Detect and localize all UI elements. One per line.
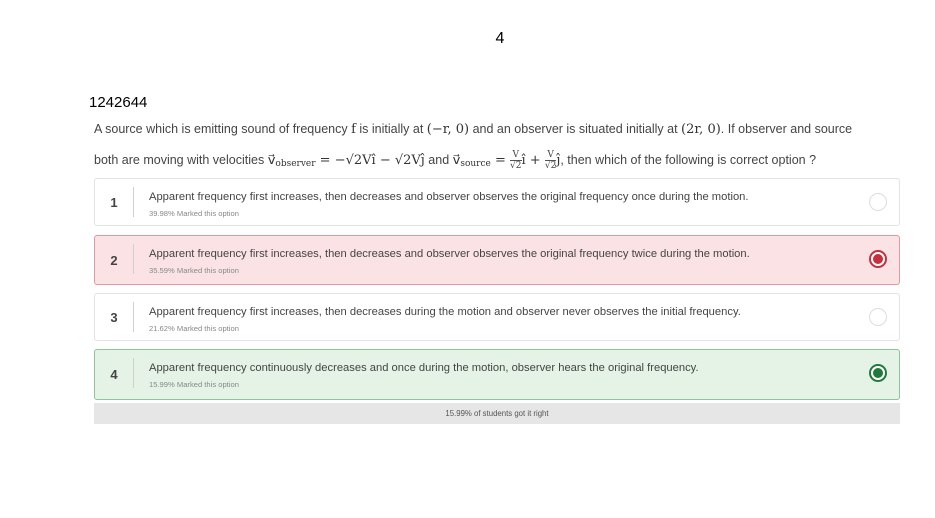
option-text: Apparent frequency first increases, then decreases and observer observes the original frequency twice during the motion. — [149, 248, 750, 260]
observer-position: (2r, 0) — [681, 122, 721, 137]
velocity-source-symbol: v⃗ — [452, 153, 461, 168]
question-text-part: A source which is emitting sound of frequency — [94, 122, 352, 136]
option-divider — [133, 187, 134, 217]
frequency-symbol: f — [351, 122, 356, 137]
fraction-numerator: V — [545, 150, 556, 161]
fraction-v-over-root2 — [545, 150, 556, 171]
question-text — [94, 114, 902, 179]
option-4[interactable] — [94, 349, 900, 400]
correct-answer-summary: 15.99% of students got it right — [94, 403, 900, 424]
option-number: 1 — [110, 194, 118, 210]
question-text-part: and an observer is situated initially at — [469, 122, 682, 136]
velocity-observer-subscript: observer — [275, 159, 316, 169]
option-3[interactable] — [94, 293, 900, 341]
option-divider — [133, 358, 134, 388]
velocity-observer-symbol: v⃗ — [267, 153, 276, 168]
option-stat: 39.98% Marked this option — [149, 209, 239, 218]
option-number: 3 — [110, 309, 118, 325]
option-number: 2 — [110, 252, 118, 268]
option-1[interactable] — [94, 178, 900, 226]
question-line-2 — [94, 145, 902, 179]
option-radio-correct[interactable] — [869, 364, 887, 382]
option-divider — [133, 302, 134, 332]
velocity-observer-expression: = −√2Vî − √2Vĵ — [315, 153, 425, 168]
option-radio[interactable] — [869, 308, 887, 326]
fraction-numerator: V — [510, 150, 521, 161]
source-position: (−r, 0) — [426, 122, 470, 137]
option-text: Apparent frequency continuously decreases and once during the motion, observer hears the original frequency. — [149, 362, 699, 374]
fraction-v-over-root2 — [510, 150, 521, 171]
plus-sign: + — [525, 153, 545, 168]
option-text: Apparent frequency first increases, then decreases during the motion and observer never observes the initial frequency. — [149, 306, 741, 318]
unit-vector-j: ĵ — [556, 153, 561, 168]
fraction-denominator: √2 — [544, 161, 557, 172]
option-number: 4 — [110, 367, 118, 382]
option-divider — [133, 244, 134, 274]
question-line-1 — [94, 114, 902, 145]
equals-sign: = — [490, 153, 511, 168]
question-text-part: is initially at — [355, 122, 427, 136]
question-id: 1242644 — [89, 94, 148, 111]
question-text-part: . If observer and source — [720, 122, 853, 136]
option-stat: 21.62% Marked this option — [149, 324, 239, 333]
option-text: Apparent frequency first increases, then decreases and observer observes the original frequency once during the motion. — [149, 191, 749, 203]
option-stat: 35.59% Marked this option — [149, 266, 239, 275]
option-stat: 15.99% Marked this option — [149, 380, 239, 389]
option-radio-selected-wrong[interactable] — [869, 250, 887, 268]
option-2[interactable] — [94, 235, 900, 285]
question-text-part: both are moving with velocities — [94, 153, 268, 167]
velocity-source-subscript: source — [460, 159, 491, 169]
option-radio[interactable] — [869, 193, 887, 211]
unit-vector-i: î — [521, 153, 526, 168]
page-number: 4 — [495, 30, 505, 47]
question-text-part: , then which of the following is correct option ? — [560, 153, 817, 167]
fraction-denominator: √2 — [510, 161, 522, 172]
question-text-part: and — [424, 153, 453, 167]
